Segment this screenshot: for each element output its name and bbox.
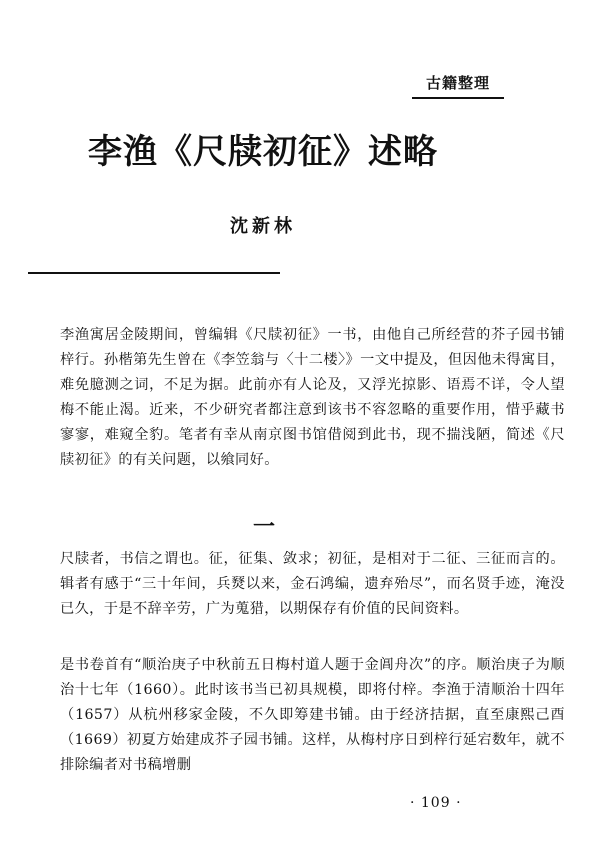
- intro-paragraph: 李渔寓居金陵期间，曾编辑《尺牍初征》一书，由他自己所经营的芥子园书铺梓行。孙楷第先生曾在《李笠翁与〈十二楼〉》一文中提及，但因他未得寓目，难免臆测之词，不足为据。此前亦有人论及，又浮光掠影、语焉不详，令人望梅不能止渴。近来，不少研究者都注意到该书不容忽略的重要作用，惜乎藏书寥寥，难窥全豹。笔者有幸从南京图书馆借阅到此书，现不揣浅陋，简述《尺牍初征》的有关问题，以飨同好。: [60, 327, 565, 468]
- body-paragraph-preface: 是书卷首有“顺治庚子中秋前五日梅村道人题于金阊舟次”的序。顺治庚子为顺治十七年（1660）。此时该书当已初具规模，即将付梓。李渔于清顺治十四年（1657）从杭州移家金陵，不久即筹建书铺。由于经济拮据，直至康熙己酉（1669）初夏方始建成芥子园书铺。这样，从梅村序日到梓行延宕数年，就不排除编者对书稿增删: [60, 657, 565, 773]
- section-tag: 古籍整理: [412, 72, 504, 99]
- article-title: 李渔《尺牍初征》述略: [88, 132, 438, 172]
- page-number: · 109 ·: [410, 795, 462, 811]
- author-name: 沈新林: [230, 216, 296, 237]
- title-divider: [28, 272, 280, 274]
- section-number-one: 一: [253, 514, 276, 540]
- body-paragraph-definition: 尺牍者，书信之谓也。征，征集、敛求；初征，是相对于二征、三征而言的。辑者有感于“三十年间，兵燹以来，金石鸿编，遗弃殆尽”，而名贤手迹，淹没已久，于是不辞辛劳，广为蒐猎，以期保存有价值的民间资料。: [60, 551, 565, 617]
